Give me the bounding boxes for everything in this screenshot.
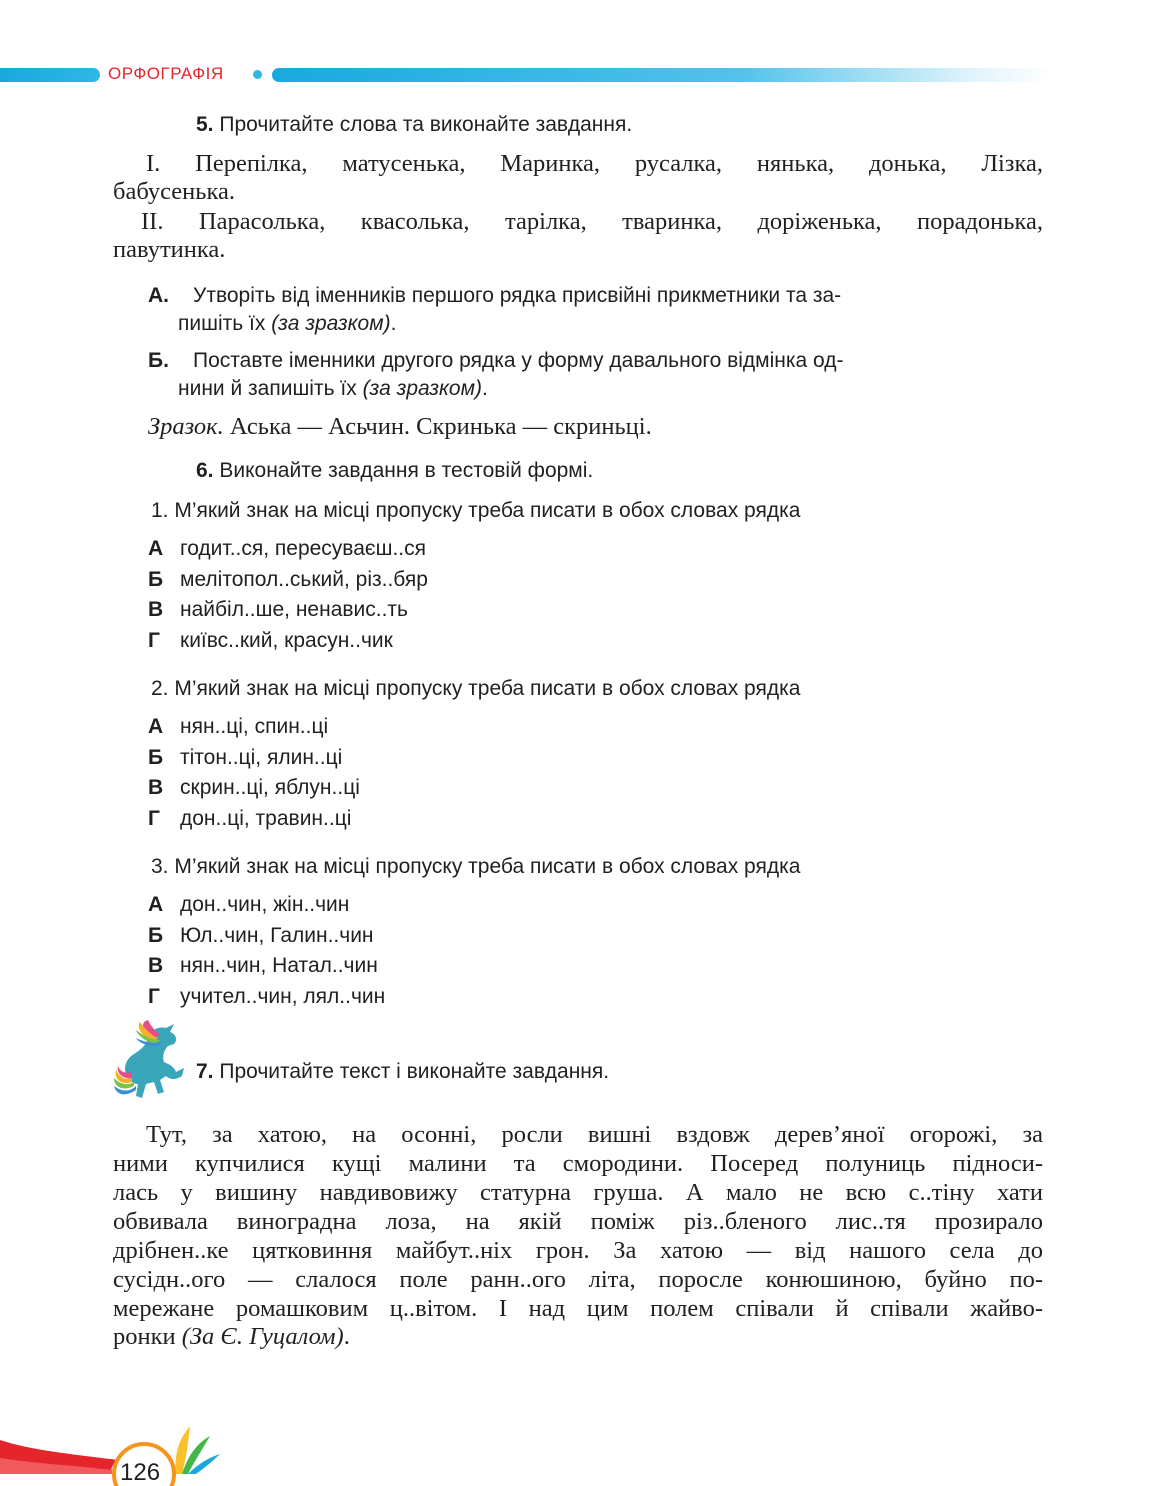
ex6-question-1: 1. М’який знак на місці пропуску треба писати в обох словах рядка xyxy=(151,499,801,522)
option-text: нян..чин, Натал..чин xyxy=(180,954,378,977)
ex6-instruction: Виконайте завдання в тестовій формі. xyxy=(219,459,594,482)
ex6-q1-option-d xyxy=(148,629,393,653)
option-letter: Г xyxy=(148,807,160,830)
section-title: ОРФОГРАФІЯ xyxy=(108,64,224,83)
ex6-q2-option-d xyxy=(148,807,351,831)
ex5-row2-line1: ІІ. Парасолька, квасолька, тарілка, тваринка, доріженька, порадонька, xyxy=(141,208,1043,235)
page-number: 126 xyxy=(120,1459,161,1486)
ex5-task-a-text: пишіть їх xyxy=(178,312,266,335)
ex5-number: 5. xyxy=(196,113,214,136)
option-text: дон..ці, травин..ці xyxy=(180,807,352,830)
ex6-q3-option-b xyxy=(148,924,374,948)
option-letter: Б xyxy=(148,568,164,591)
ex7-last-end: . xyxy=(343,1323,350,1350)
ex7-text-line-5: дрібнен..ке цятковиння майбут..ніх грон. За хатою — від нашого села до xyxy=(113,1237,1043,1264)
option-letter: Г xyxy=(148,629,160,652)
ex7-source: (За Є. Гуцалом) xyxy=(181,1323,344,1350)
option-text: мелітопол..ський, різ..бяр xyxy=(180,568,428,591)
ex5-task-a-line2 xyxy=(178,312,396,336)
ex6-q3-option-a xyxy=(148,893,349,917)
ex5-task-a-end: . xyxy=(390,312,397,335)
footer-decoration xyxy=(0,1420,230,1486)
ex6-q2-option-a xyxy=(148,715,328,739)
ex7-heading xyxy=(196,1060,609,1084)
ex5-task-b-line1: Поставте іменники другого рядка у форму давального відмінка од- xyxy=(193,349,844,372)
option-text: київс..кий, красун..чик xyxy=(180,629,393,652)
ex5-task-b-letter: Б. xyxy=(148,349,169,372)
ex5-task-a-letter: А. xyxy=(148,284,169,307)
option-letter: А xyxy=(148,893,164,916)
ex6-q3-option-c xyxy=(148,954,378,978)
ex7-last-word: ронки xyxy=(113,1323,176,1350)
header-bar-right xyxy=(272,68,1052,82)
ex7-instruction: Прочитайте текст і виконайте завдання. xyxy=(219,1060,610,1083)
ex5-heading xyxy=(196,113,632,137)
header-bar-left xyxy=(0,68,100,82)
ex6-number: 6. xyxy=(196,459,214,482)
ex7-text-line-3: лась у вишину навдивовижу статурна груша. А мало не всю с..тіну хати xyxy=(113,1179,1043,1206)
option-text: годит..ся, пересуваєш..ся xyxy=(180,537,427,560)
ex6-q3-option-d xyxy=(148,985,385,1009)
ex5-row1-line2: бабусенька. xyxy=(113,178,235,205)
option-text: нян..ці, спин..ці xyxy=(180,715,329,738)
unicorn-icon xyxy=(112,1020,194,1110)
option-text: дон..чин, жін..чин xyxy=(180,893,350,916)
ex5-sample xyxy=(148,413,652,441)
option-text: найбіл..ше, ненавис..ть xyxy=(180,598,408,621)
option-letter: А xyxy=(148,537,164,560)
ex6-q1-option-b xyxy=(148,568,428,592)
ex5-task-a-line1: Утворіть від іменників першого рядка присвійні прикметники та за- xyxy=(193,284,842,307)
ex7-text-line-7: мережане ромашковим ц..вітом. І над цим полем співали й співали жайво- xyxy=(113,1295,1043,1322)
option-letter: А xyxy=(148,715,164,738)
ex5-task-b-end: . xyxy=(482,377,488,400)
ex7-text-line-4: обвивала виноградна лоза, на якій поміж різ..бленого лис..тя прозирало xyxy=(113,1208,1043,1235)
option-letter: Б xyxy=(148,746,164,769)
ex7-text-line-8 xyxy=(113,1323,350,1351)
option-letter: Г xyxy=(148,985,160,1008)
ex5-task-b-hint: (за зразком) xyxy=(362,377,482,400)
option-letter: Б xyxy=(148,924,164,947)
option-text: Юл..чин, Галин..чин xyxy=(180,924,374,947)
ex5-row1-line1: І. Перепілка, матусенька, Маринка, русалка, нянька, донька, Лізка, xyxy=(146,150,1043,177)
option-text: учител..чин, лял..чин xyxy=(180,985,386,1008)
ex6-q2-option-b xyxy=(148,746,342,770)
ex5-task-b-text: нини й запишіть їх xyxy=(178,377,357,400)
ex6-question-3: 3. М’який знак на місці пропуску треба писати в обох словах рядка xyxy=(151,855,801,878)
ex5-sample-text: Аська — Асьчин. Скринька — скриньці. xyxy=(229,413,652,440)
header-dot xyxy=(253,70,262,79)
ex6-q1-option-a xyxy=(148,537,426,561)
option-letter: В xyxy=(148,776,164,799)
option-letter: В xyxy=(148,954,164,977)
ex7-text-line-6: сусідн..ого — слалося поле ранн..ого літа, поросле конюшиною, буйно по- xyxy=(113,1266,1043,1293)
option-letter: В xyxy=(148,598,164,621)
ex5-instruction: Прочитайте слова та виконайте завдання. xyxy=(219,113,633,136)
ex6-q1-option-c xyxy=(148,598,408,622)
ex6-question-2: 2. М’який знак на місці пропуску треба писати в обох словах рядка xyxy=(151,677,801,700)
option-text: тітон..ці, ялин..ці xyxy=(180,746,343,769)
ex7-text-line-1: Тут, за хатою, на осонні, росли вишні вздовж дерев’яної огорожі, за xyxy=(146,1121,1043,1148)
ex6-heading xyxy=(196,459,593,483)
ex5-task-b-line2 xyxy=(178,377,488,401)
ex5-sample-label: Зразок. xyxy=(148,413,224,440)
ex6-q2-option-c xyxy=(148,776,360,800)
ex5-task-a-hint: (за зразком) xyxy=(271,312,391,335)
ex7-text-line-2: ними купчилися кущі малини та смородини. Посеред полуниць підноси- xyxy=(113,1150,1043,1177)
option-text: скрин..ці, яблун..ці xyxy=(180,776,360,799)
ex5-row2-line2: павутинка. xyxy=(113,236,226,263)
ex7-number: 7. xyxy=(196,1060,214,1083)
